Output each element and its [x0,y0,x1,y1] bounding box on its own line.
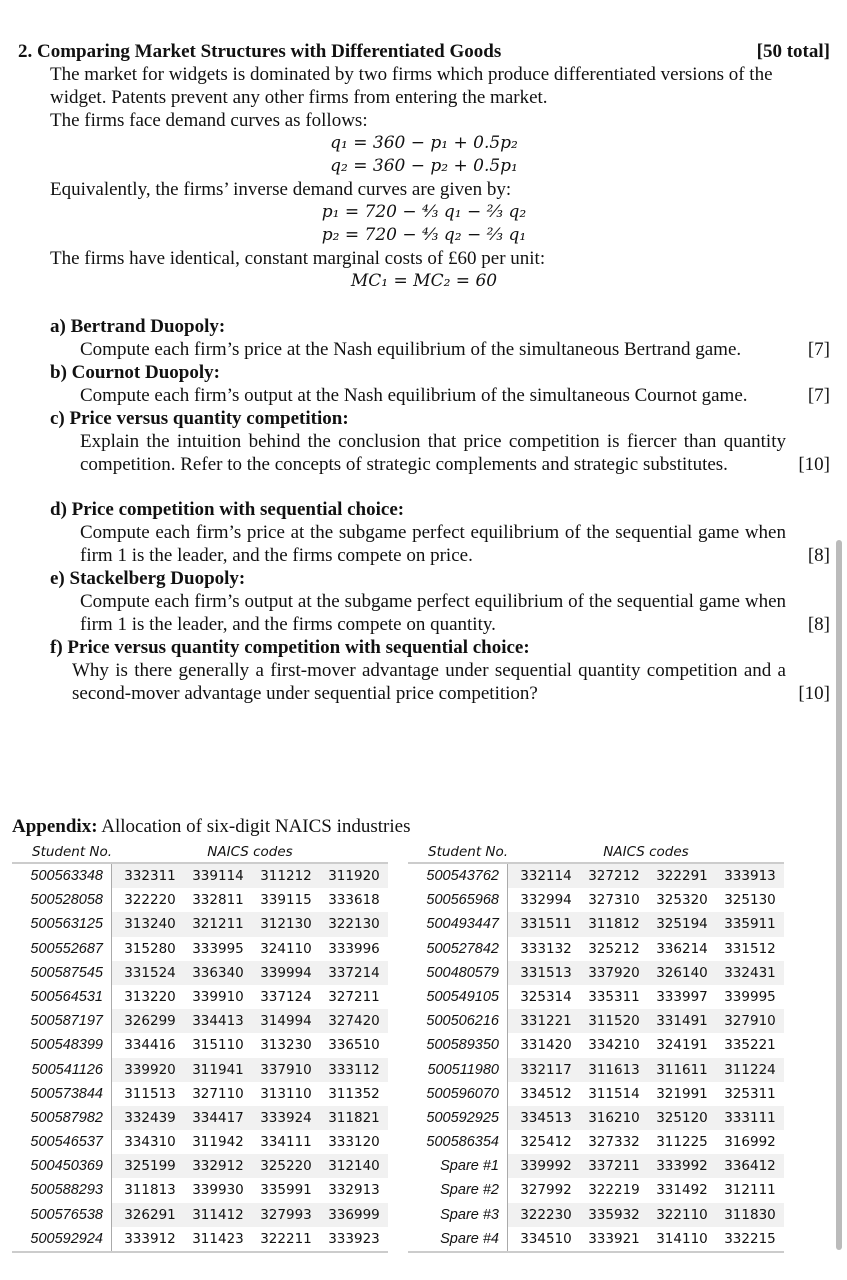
naics-code: 331513 [520,964,572,981]
table-row [12,1130,388,1154]
appendix-label: Appendix: [12,816,98,837]
part-heading: c) Price versus quantity competition: [50,408,349,429]
naics-code: 316210 [588,1109,640,1126]
table-row [12,1082,388,1106]
part-text: Why is there generally a first-mover advantage under sequential quantity competition and a second-mover advantage under sequential price competition? [72,660,786,704]
student-no: 500586354 [408,1130,508,1154]
table-row [408,961,784,985]
student-no: 500587197 [12,1009,112,1033]
scrollbar[interactable] [836,540,842,1250]
naics-code: 322130 [328,916,380,933]
naics-code: 326291 [124,1206,176,1223]
table-row [12,1203,388,1227]
naics-code: 337124 [260,988,312,1005]
naics-code: 312111 [724,1182,776,1199]
student-no: 500592925 [408,1106,508,1130]
naics-code: 339910 [192,988,244,1005]
naics-code: 311942 [192,1134,244,1151]
student-no: 500541126 [12,1058,112,1082]
naics-code: 335991 [260,1182,312,1199]
table-row [12,1009,388,1033]
naics-code: 339930 [192,1182,244,1199]
naics-table-right [408,842,784,1253]
student-no: 500493447 [408,912,508,936]
naics-code: 327992 [520,1182,572,1199]
naics-code: 334111 [260,1134,312,1151]
naics-code: 334510 [520,1230,572,1247]
table-row [12,1154,388,1178]
naics-code: 311412 [192,1206,244,1223]
table-row [408,864,784,888]
part-e [18,567,830,636]
naics-code: 334512 [520,1085,572,1102]
naics-code: 311830 [724,1206,776,1223]
part-heading: b) Cournot Duopoly: [50,362,220,383]
student-no: 500548399 [12,1033,112,1057]
naics-code: 335932 [588,1206,640,1223]
naics-code: 327310 [588,892,640,909]
table-row [12,912,388,936]
naics-code: 327211 [328,988,380,1005]
naics-code: 327212 [588,868,640,884]
naics-code: 316992 [724,1134,776,1151]
part-a [18,315,830,361]
naics-code: 313230 [260,1037,312,1054]
naics-code: 311352 [328,1085,380,1102]
question-2 [18,40,830,705]
naics-code: 311513 [124,1085,176,1102]
naics-code: 336412 [724,1158,776,1175]
naics-code: 337214 [328,964,380,981]
col-student: Student No. [32,844,113,860]
part-text: Compute each firm’s price at the subgame perfect equilibrium of the sequential game when firm 1 is the leader, and the firms compete on price. [80,522,786,566]
mc-eq: MC₁ = MC₂ = 60 [350,271,498,291]
part-text: Compute each firm’s output at the Nash equilibrium of the simultaneous Cournot game. [80,385,748,406]
naics-code: 327110 [192,1085,244,1102]
naics-code: 332994 [520,892,572,909]
naics-code: 331420 [520,1037,572,1054]
student-no: 500511980 [408,1058,508,1082]
student-no: 500592924 [12,1227,112,1251]
naics-code: 312130 [260,916,312,933]
naics-code: 335311 [588,988,640,1005]
naics-code: 332431 [724,964,776,981]
naics-code: 331491 [656,1013,708,1030]
part-b [18,361,830,407]
question-total-marks: [50 total] [756,41,830,62]
naics-code: 311812 [588,916,640,933]
table-row [12,937,388,961]
table-row [12,1033,388,1057]
student-no: Spare #1 [408,1154,508,1178]
naics-code: 337920 [588,964,640,981]
naics-code: 333112 [328,1061,380,1078]
student-no: 500596070 [408,1082,508,1106]
naics-code: 331511 [520,916,572,933]
naics-code: 326140 [656,964,708,981]
col-codes: NAICS codes [603,844,689,860]
naics-code: 331524 [124,964,176,981]
part-marks: [10] [798,454,830,475]
naics-code: 313220 [124,988,176,1005]
naics-code: 339994 [260,964,312,981]
naics-table-left [12,842,388,1253]
naics-code: 322211 [260,1230,312,1247]
part-marks: [8] [807,614,830,635]
naics-code: 315280 [124,940,176,957]
table-row [12,961,388,985]
student-no: 500549105 [408,985,508,1009]
table-row [12,888,388,912]
naics-code: 321991 [656,1085,708,1102]
student-no: 500573844 [12,1082,112,1106]
naics-code: 333921 [588,1230,640,1247]
naics-code: 332117 [520,1061,572,1078]
naics-code: 311613 [588,1061,640,1078]
table-row [408,1058,784,1082]
student-no: 500589350 [408,1033,508,1057]
naics-code: 311514 [588,1085,640,1102]
naics-code: 333618 [328,892,380,909]
student-no: 500587545 [12,961,112,985]
naics-code: 332114 [520,868,572,884]
naics-code: 334310 [124,1134,176,1151]
naics-code: 333120 [328,1134,380,1151]
table-row [408,937,784,961]
naics-code: 312140 [328,1158,380,1175]
student-no: 500565968 [408,888,508,912]
table-row [408,1154,784,1178]
naics-code: 337910 [260,1061,312,1078]
naics-code: 322219 [588,1182,640,1199]
naics-code: 324110 [260,940,312,957]
naics-code: 332311 [124,868,176,884]
student-no: Spare #3 [408,1203,508,1227]
table-row [12,985,388,1009]
table-row [12,1227,388,1251]
part-f [18,636,830,705]
naics-code: 322220 [124,892,176,909]
naics-code: 313240 [124,916,176,933]
naics-code: 333132 [520,940,572,957]
part-heading: f) Price versus quantity competition with sequential choice: [50,637,530,658]
table-header [12,842,388,864]
appendix-title [12,816,411,838]
student-no: 500563125 [12,912,112,936]
inverse-eq-2: p₂ = 720 − ⁴⁄₃ q₂ − ²⁄₃ q₁ [321,225,527,245]
inverse-intro: Equivalently, the firms’ inverse demand curves are given by: [50,179,512,200]
table-row [408,1203,784,1227]
demand-intro: The firms face demand curves as follows: [50,110,368,131]
student-no: Spare #4 [408,1227,508,1251]
naics-code: 335221 [724,1037,776,1054]
table-row [408,1082,784,1106]
naics-code: 333997 [656,988,708,1005]
naics-code: 331221 [520,1013,572,1030]
naics-code: 311520 [588,1013,640,1030]
naics-code: 334413 [192,1013,244,1030]
part-heading: a) Bertrand Duopoly: [50,316,226,337]
naics-code: 339992 [520,1158,572,1175]
naics-code: 332912 [192,1158,244,1175]
naics-code: 322230 [520,1206,572,1223]
naics-code: 333995 [192,940,244,957]
student-no: 500552687 [12,937,112,961]
part-heading: e) Stackelberg Duopoly: [50,568,246,589]
naics-code: 311821 [328,1109,380,1126]
naics-code: 339114 [192,868,244,884]
table-row [408,1227,784,1251]
naics-code: 339920 [124,1061,176,1078]
part-marks: [8] [807,545,830,566]
naics-code: 322110 [656,1206,708,1223]
student-no: 500528058 [12,888,112,912]
naics-code: 333913 [724,868,776,884]
naics-code: 335911 [724,916,776,933]
naics-code: 325311 [724,1085,776,1102]
part-d [18,498,830,567]
naics-code: 334210 [588,1037,640,1054]
naics-code: 311941 [192,1061,244,1078]
naics-code: 331492 [656,1182,708,1199]
naics-code: 332811 [192,892,244,909]
naics-code: 333924 [260,1109,312,1126]
naics-code: 325194 [656,916,708,933]
naics-code: 322291 [656,868,708,884]
naics-code: 327910 [724,1013,776,1030]
naics-code: 327332 [588,1134,640,1151]
mc-intro: The firms have identical, constant marginal costs of £60 per unit: [50,248,546,269]
naics-code: 331512 [724,940,776,957]
naics-code: 326299 [124,1013,176,1030]
naics-code: 313110 [260,1085,312,1102]
table-row [408,1178,784,1202]
naics-code: 311423 [192,1230,244,1247]
question-title: 2. Comparing Market Structures with Differentiated Goods [18,41,502,62]
col-student: Student No. [428,844,509,860]
naics-code: 332215 [724,1230,776,1247]
naics-code: 333912 [124,1230,176,1247]
table-row [408,985,784,1009]
naics-code: 311813 [124,1182,176,1199]
naics-code: 311611 [656,1061,708,1078]
table-row [408,1130,784,1154]
naics-code: 314994 [260,1013,312,1030]
table-row [408,912,784,936]
part-marks: [7] [807,385,830,406]
naics-code: 336340 [192,964,244,981]
demand-eq-2: q₂ = 360 − p₂ + 0.5p₁ [330,156,518,176]
part-text: Compute each firm’s price at the Nash equilibrium of the simultaneous Bertrand game. [80,339,742,360]
student-no: 500480579 [408,961,508,985]
col-codes: NAICS codes [207,844,293,860]
naics-code: 327420 [328,1013,380,1030]
naics-code: 334416 [124,1037,176,1054]
naics-code: 325199 [124,1158,176,1175]
student-no: 500450369 [12,1154,112,1178]
student-no: 500588293 [12,1178,112,1202]
table-header [408,842,784,864]
student-no: Spare #2 [408,1178,508,1202]
naics-code: 325314 [520,988,572,1005]
naics-code: 334513 [520,1109,572,1126]
naics-code: 311224 [724,1061,776,1078]
naics-code: 311225 [656,1134,708,1151]
part-c [18,407,830,476]
student-no: 500564531 [12,985,112,1009]
naics-code: 325212 [588,940,640,957]
inverse-eq-1: p₁ = 720 − ⁴⁄₃ q₁ − ²⁄₃ q₂ [321,202,527,222]
student-no: 500576538 [12,1203,112,1227]
part-marks: [7] [807,339,830,360]
table-row [12,864,388,888]
part-text: Compute each firm’s output at the subgame perfect equilibrium of the sequential game when firm 1 is the leader, and the firms compete on quantity. [80,591,786,635]
naics-code: 339115 [260,892,312,909]
table-row [12,1106,388,1130]
naics-code: 324191 [656,1037,708,1054]
naics-code: 311212 [260,868,312,884]
table-row [408,888,784,912]
table-row [408,1033,784,1057]
naics-code: 333996 [328,940,380,957]
table-row [408,1106,784,1130]
table-row [12,1058,388,1082]
part-text: Explain the intuition behind the conclusion that price competition is fiercer than quantity competition. Refer to the concepts of strategic complements and strategic substitutes. [80,431,786,475]
student-no: 500527842 [408,937,508,961]
naics-code: 337211 [588,1158,640,1175]
student-no: 500587982 [12,1106,112,1130]
naics-code: 333923 [328,1230,380,1247]
naics-code: 327993 [260,1206,312,1223]
naics-code: 325412 [520,1134,572,1151]
naics-code: 325120 [656,1109,708,1126]
naics-code: 315110 [192,1037,244,1054]
naics-code: 333992 [656,1158,708,1175]
question-header [18,40,830,63]
table-row [12,1178,388,1202]
naics-code: 336214 [656,940,708,957]
naics-code: 321211 [192,916,244,933]
naics-code: 339995 [724,988,776,1005]
naics-code: 333111 [724,1109,776,1126]
student-no: 500506216 [408,1009,508,1033]
naics-code: 325220 [260,1158,312,1175]
part-marks: [10] [798,683,830,704]
naics-code: 311920 [328,868,380,884]
naics-code: 325130 [724,892,776,909]
naics-code: 336510 [328,1037,380,1054]
part-heading: d) Price competition with sequential choice: [50,499,405,520]
naics-code: 332439 [124,1109,176,1126]
student-no: 500563348 [12,864,112,888]
appendix-heading: Allocation of six-digit NAICS industries [101,816,411,837]
demand-eq-1: q₁ = 360 − p₁ + 0.5p₂ [330,133,518,153]
table-row [408,1009,784,1033]
intro-text: The market for widgets is dominated by two firms which produce differentiated versions of the widget. Patents prevent any other firms from entering the market. [50,64,773,108]
naics-code: 336999 [328,1206,380,1223]
naics-code: 325320 [656,892,708,909]
naics-code: 314110 [656,1230,708,1247]
naics-code: 334417 [192,1109,244,1126]
student-no: 500543762 [408,864,508,888]
naics-code: 332913 [328,1182,380,1199]
student-no: 500546537 [12,1130,112,1154]
